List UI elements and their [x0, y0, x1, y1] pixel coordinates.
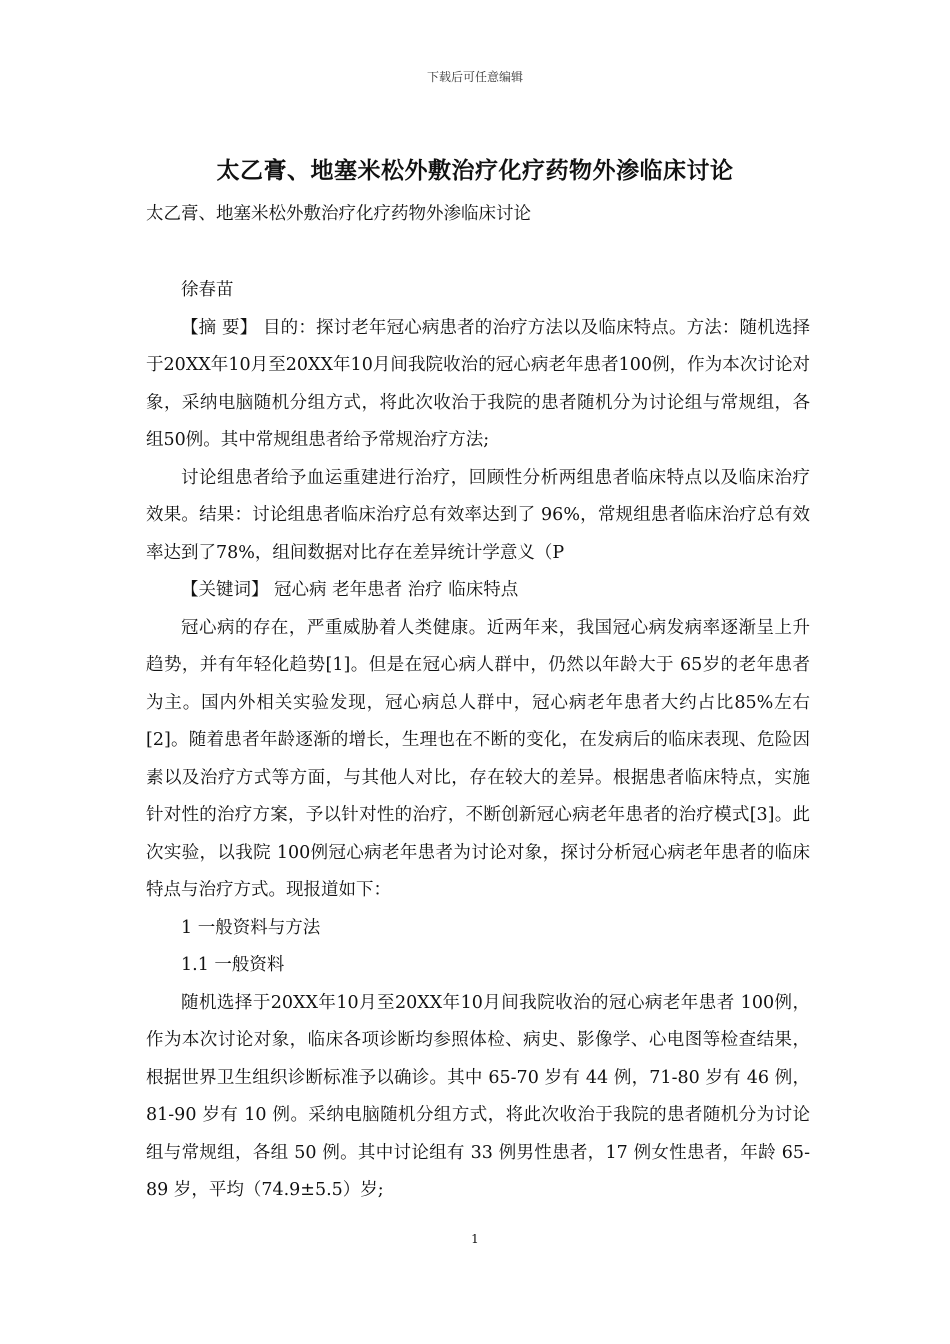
intro-paragraph: 冠心病的存在，严重威胁着人类健康。近两年来，我国冠心病发病率逐渐呈上升趋势，并有年轻化趋势[1]。但是在冠心病人群中，仍然以年龄大于 65岁的老年患者为主。国内外相关实验发现，冠心病总人群中，冠心病老年患者大约占比85%左右[2]。随着患者年龄逐渐的增长，生理也在不断的变化，在发病后的临床表现、危险因素以及治疗方式等方面，与其他人对比，存在较大的差异。根据患者临床特点，实施针对性的治疗方案，予以针对性的治疗，不断创新冠心病老年患者的治疗模式[3]。此次实验，以我院 100例冠心病老年患者为讨论对象，探讨分析冠心病老年患者的临床特点与治疗方式。现报道如下：	[146, 617, 810, 900]
abstract-paragraph: 【摘 要】 目的：探讨老年冠心病患者的治疗方法以及临床特点。方法：随机选择于20XX年10月至20XX年10月间我院收治的冠心病老年患者100例，作为本次讨论对象，采纳电脑随机分组方式，将此次收治于我院的患者随机分为讨论组与常规组，各组50例。其中常规组患者给予常规治疗方法;	[146, 317, 810, 450]
author-line: 徐春苗	[181, 280, 234, 300]
section-heading: 1 一般资料与方法	[181, 917, 321, 938]
keywords-line: 【关键词】 冠心病 老年患者 治疗 临床特点	[181, 580, 519, 600]
abstract-continued-paragraph: 讨论组患者给予血运重建进行治疗，回顾性分析两组患者临床特点以及临床治疗效果。结果：讨论组患者临床治疗总有效率达到了 96%，常规组患者临床治疗总有效率达到了78%，组间数据对比存在差异统计学意义（P	[146, 467, 810, 563]
page-number: 1	[471, 1232, 479, 1246]
document-subtitle: 太乙膏、地塞米松外敷治疗化疗药物外渗临床讨论	[146, 204, 531, 224]
general-data-paragraph: 随机选择于20XX年10月至20XX年10月间我院收治的冠心病老年患者 100例，作为本次讨论对象，临床各项诊断均参照体检、病史、影像学、心电图等检查结果，根据世界卫生组织诊断标准予以确诊。其中 65-70 岁有 44 例，71-80 岁有 46 例，81-90 岁有 10 例。采纳电脑随机分组方式，将此次收治于我院的患者随机分为讨论组与常规组，各组 50 例。其中讨论组有 33 例男性患者，17 例女性患者，年龄 65-89 岁，平均（74.9±5.5）岁;	[146, 992, 810, 1200]
header-note: 下载后可任意编辑	[426, 70, 523, 84]
document-body	[146, 272, 810, 1210]
subsection-heading: 1.1 一般资料	[181, 955, 285, 975]
document-title: 太乙膏、地塞米松外敷治疗化疗药物外渗临床讨论	[216, 157, 734, 184]
